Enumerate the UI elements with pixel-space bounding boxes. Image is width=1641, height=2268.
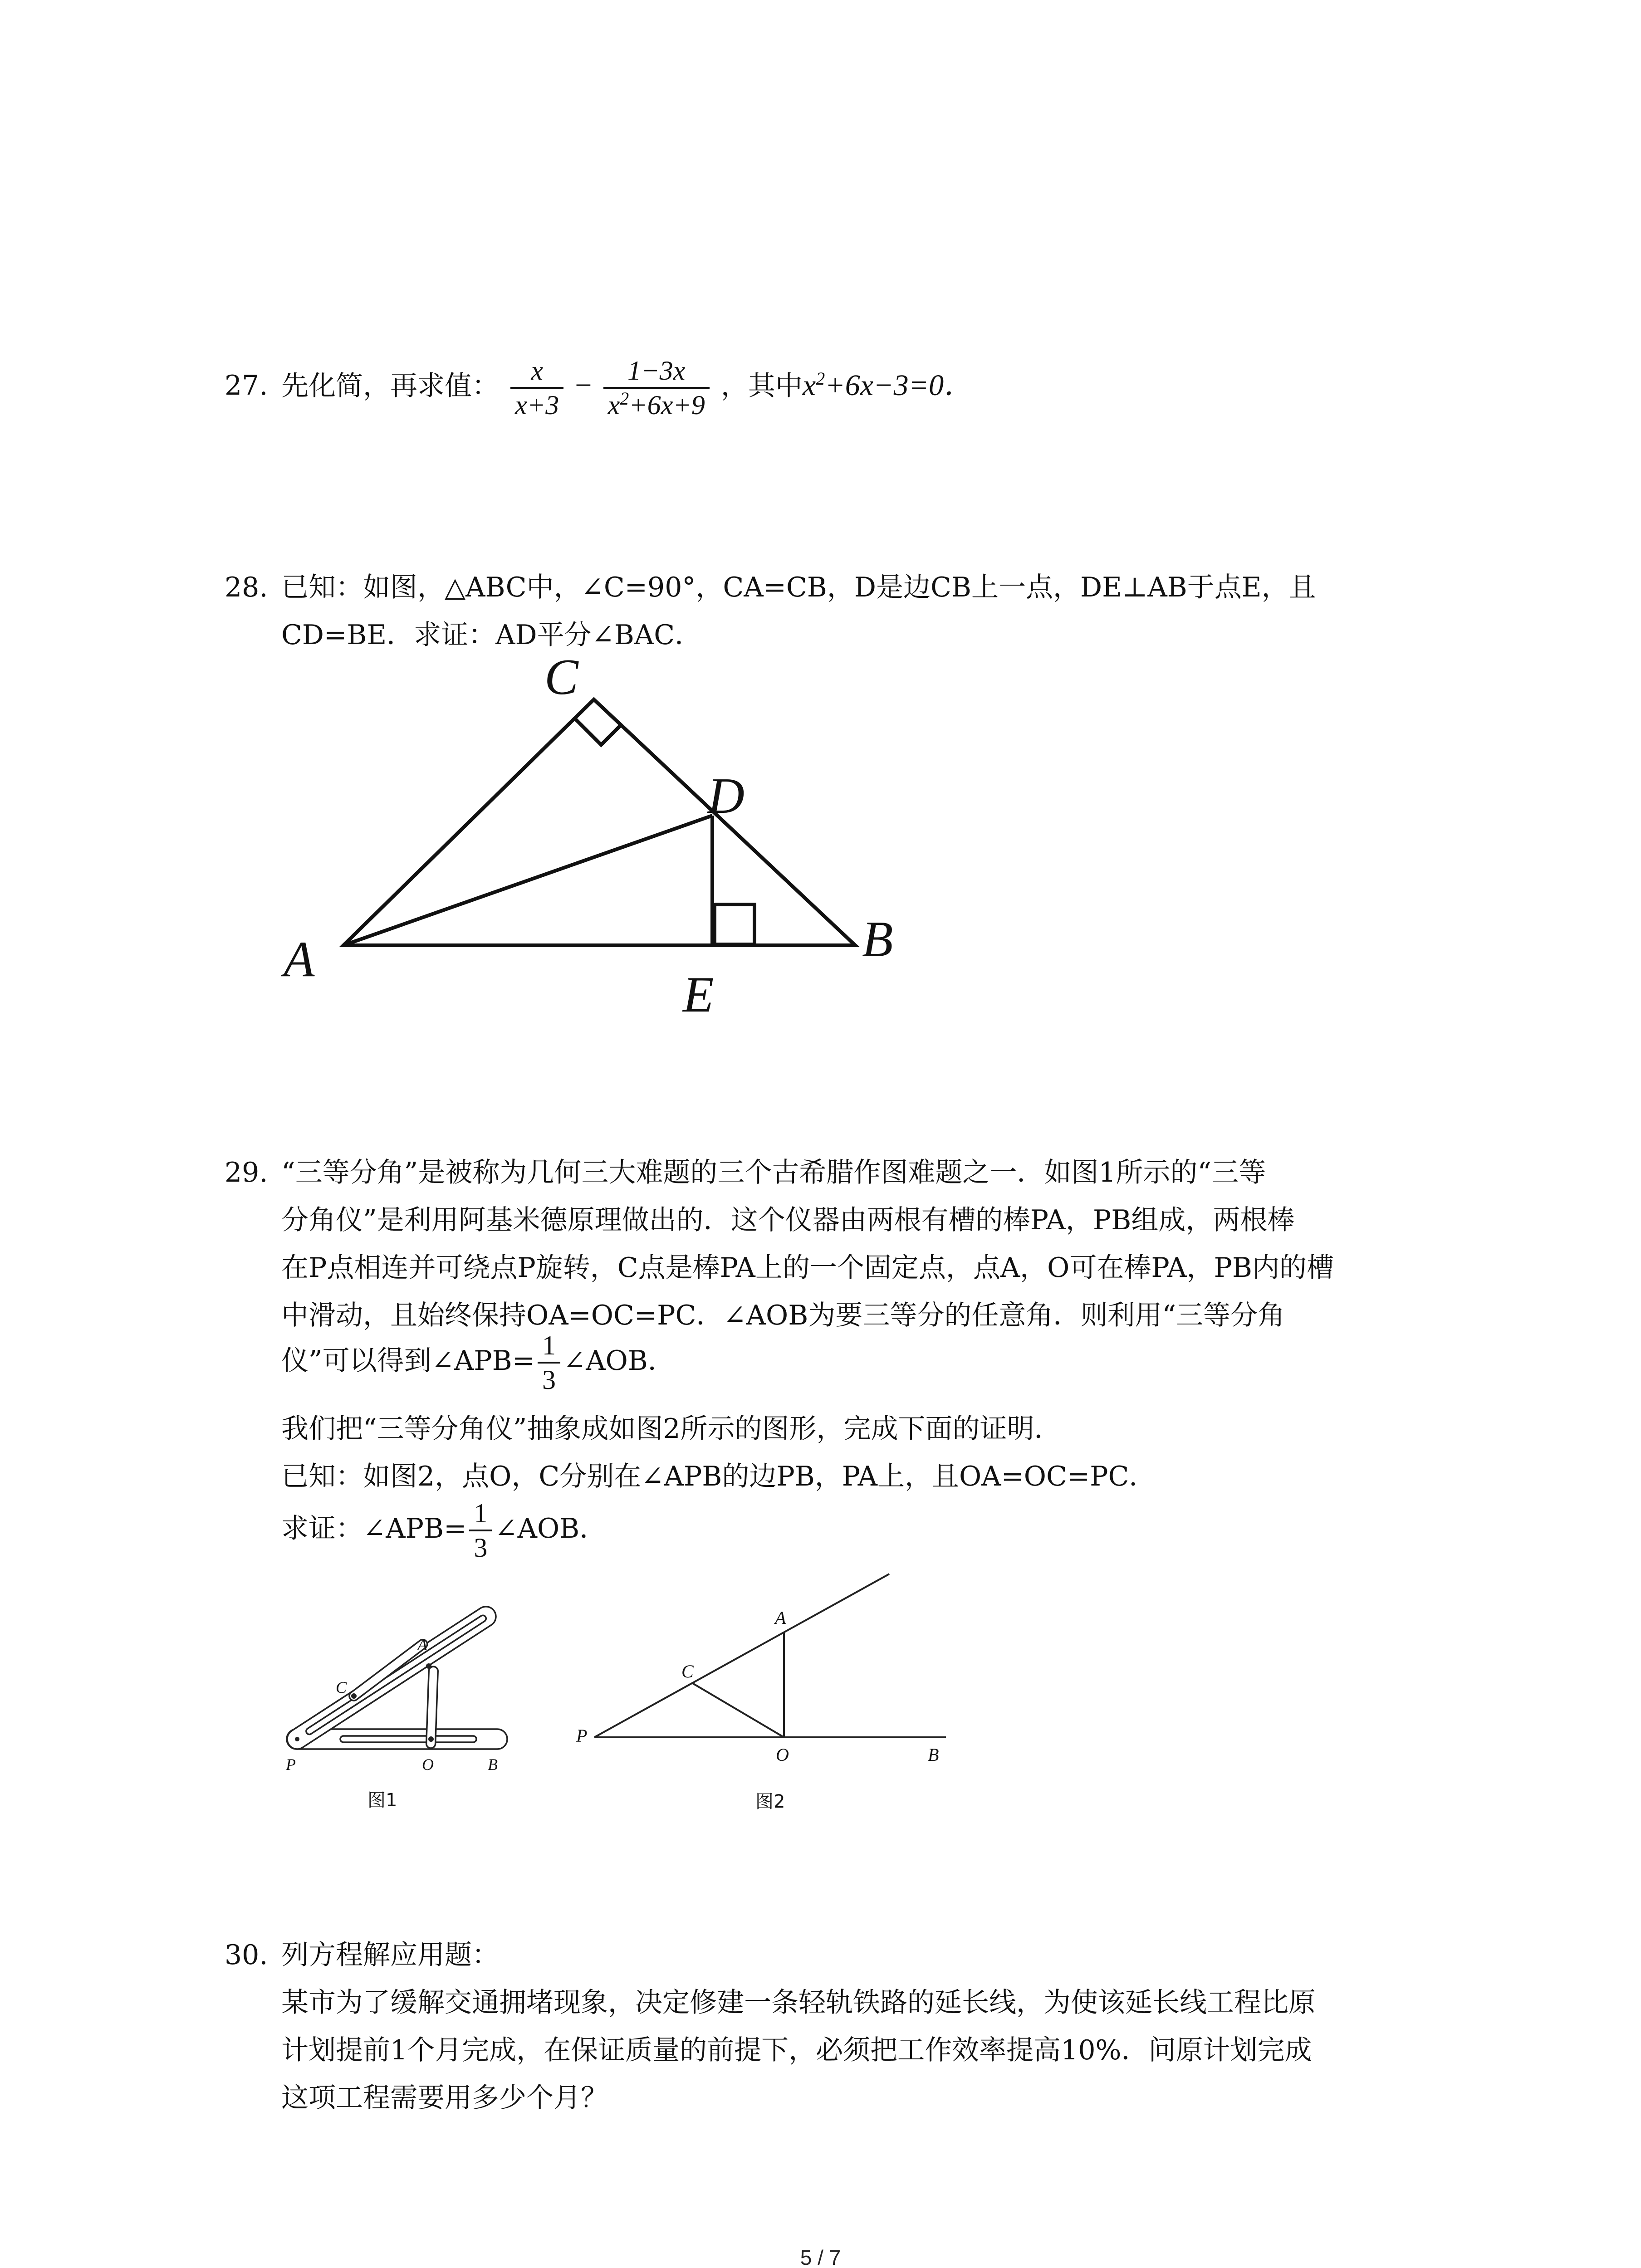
fig2-label-c: C <box>681 1661 694 1681</box>
question-29-line-7: 已知：如图2，点O，C分别在∠APB的边PB，PA上，且OA=OC=PC． <box>281 1461 1156 1492</box>
right-angle-c-mark <box>575 719 620 745</box>
segment-ad <box>343 816 712 945</box>
question-29-line-6: 我们把“三等分角仪”抽象成如图2所示的图形，完成下面的证明． <box>281 1413 1062 1445</box>
question-30-line-1: 列方程解应用题： <box>281 1939 499 1971</box>
question-29-line-8: 求证：∠APB= $\frac{1}{3}$ ∠AOB． <box>281 1492 607 1565</box>
pivot-c <box>351 1693 357 1699</box>
fig1-caption: 图1 <box>367 1790 397 1811</box>
fig2-label-b: B <box>928 1745 939 1765</box>
minus-sign: − <box>575 369 592 402</box>
label-c: C <box>544 653 578 705</box>
fig2-label-p: P <box>576 1725 588 1746</box>
label-b: B <box>862 911 893 968</box>
fig2-caption: 图2 <box>755 1791 785 1812</box>
fig2-label-a: A <box>775 1608 786 1628</box>
fig1-label-p: P <box>286 1755 296 1774</box>
question-27-lead: 先化简，再求值： <box>281 370 499 402</box>
fig1-label-b: B <box>488 1755 498 1774</box>
question-29-line-5: 仪”可以得到∠APB= $\frac{1}{3}$ ∠AOB． <box>281 1325 675 1397</box>
question-28-line-2: CD=BE．求证：AD平分∠BAC． <box>281 619 702 651</box>
fraction-one-third-2: $\frac{1}{3}$ <box>469 1497 492 1564</box>
bar-pa-slot <box>305 1614 487 1736</box>
question-28-line-1: 已知：如图，△ABC中，∠C=90°，CA=CB，D是边CB上一点，DE⊥AB于点E，且 <box>281 572 1316 603</box>
fraction-1-minus-3x: $\frac{1-3x}{x^2+6x+9}$ <box>603 354 710 421</box>
trisector-figure-2 <box>576 1560 985 1814</box>
right-angle-e-mark <box>715 904 754 944</box>
page-number: 5 / 7 <box>800 2246 841 2268</box>
question-29-line-2: 分角仪”是利用阿基米德原理做出的．这个仪器由两根有槽的棒PA，PB组成，两根棒 <box>281 1204 1295 1236</box>
segment-oc <box>692 1683 784 1737</box>
triangle-abc <box>343 699 855 945</box>
triangle-abc-figure <box>254 653 980 1025</box>
pivot-a <box>426 1663 431 1669</box>
bar-pb-slot <box>340 1736 476 1742</box>
fraction-x-over-x-plus-3: $\frac{x}{x+3}$ <box>510 354 563 421</box>
question-29-line-1: “三等分角”是被称为几何三大难题的三个古希腊作图难题之一．如图1所示的“三等 <box>281 1157 1266 1188</box>
fraction-one-third: $\frac{1}{3}$ <box>538 1329 560 1396</box>
fig1-label-c: C <box>336 1678 347 1696</box>
pivot-p <box>295 1737 299 1741</box>
question-28-number: 28. <box>225 572 268 603</box>
label-a: A <box>284 931 315 987</box>
fig1-label-a: A <box>417 1636 427 1654</box>
condition-equation: $x^2+6x-3=0$． <box>802 368 974 402</box>
pivot-o <box>428 1736 434 1742</box>
question-27-text <box>281 349 974 422</box>
question-29-line-3: 在P点相连并可绕点P旋转，C点是棒PA上的一个固定点，点A，O可在棒PA，PB内的槽 <box>281 1252 1334 1284</box>
question-30-line-3: 计划提前1个月完成，在保证质量的前提下，必须把工作效率提高10%．问原计划完成 <box>281 2034 1312 2066</box>
question-30-number: 30. <box>225 1939 268 1971</box>
question-29-line-4: 中滑动，且始终保持OA=OC=PC．∠AOB为要三等分的任意角．则利用“三等分角 <box>281 1300 1285 1331</box>
condition-lead: ，其中 <box>720 370 803 402</box>
question-30-line-2: 某市为了缓解交通拥堵现象，决定修建一条轻轨铁路的延长线，为使该延长线工程比原 <box>281 1987 1316 2019</box>
fig2-label-o: O <box>776 1745 789 1765</box>
label-e: E <box>683 967 714 1023</box>
question-27-number: 27. <box>225 370 268 401</box>
fig1-label-o: O <box>422 1755 434 1774</box>
trisector-figure-1 <box>272 1597 526 1814</box>
link-oa <box>426 1667 438 1749</box>
label-d: D <box>708 768 745 824</box>
question-30-line-4: 这项工程需要用多少个月？ <box>281 2082 608 2114</box>
question-29-number: 29. <box>225 1157 268 1188</box>
